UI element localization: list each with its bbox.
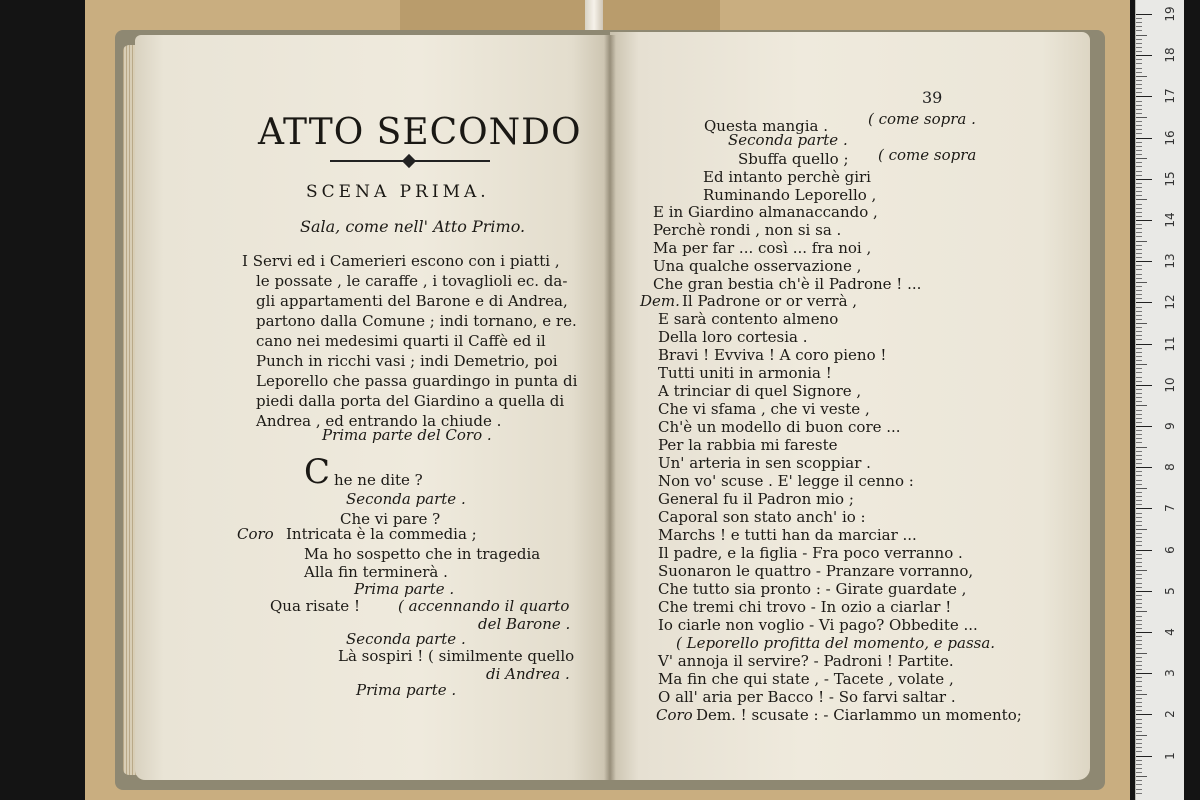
ruler-tick xyxy=(1136,171,1142,172)
ruler-tick xyxy=(1136,447,1147,448)
ruler-tick xyxy=(1136,35,1147,36)
ruler-tick xyxy=(1136,47,1142,48)
ruler-tick xyxy=(1136,751,1142,752)
ruler-tick xyxy=(1136,14,1152,15)
ruler-tick xyxy=(1136,381,1142,382)
verse-line: Ma per far ... così ... fra noi , xyxy=(653,239,872,257)
verse-line: Per la rabbia mi fareste xyxy=(658,436,838,454)
ruler-tick xyxy=(1136,294,1142,295)
verse-line: E in Giardino almanaccando , xyxy=(653,203,878,221)
ruler-tick xyxy=(1136,673,1152,674)
ruler-tick xyxy=(1136,414,1142,415)
ruler-tick xyxy=(1136,480,1142,481)
ruler-tick xyxy=(1136,212,1142,213)
ruler-tick xyxy=(1136,661,1142,662)
ruler-tick xyxy=(1136,459,1142,460)
verse-line: Qua risate ! xyxy=(270,597,360,615)
drop-capital: C xyxy=(304,452,331,492)
ruler-tick xyxy=(1136,236,1142,237)
ruler-tick xyxy=(1136,191,1142,192)
verse-line: Io ciarle non voglio - Vi pago? Obbedite ... xyxy=(658,616,978,634)
ruler-tick xyxy=(1136,220,1152,221)
ruler-tick xyxy=(1136,368,1142,369)
ruler-tick xyxy=(1136,154,1142,155)
verse-line: Ruminando Leporello , xyxy=(703,186,877,204)
ruler-tick xyxy=(1136,129,1142,130)
ruler-tick xyxy=(1136,76,1147,77)
verse-line: Che tutto sia pronto : - Girate guardate , xyxy=(658,580,967,598)
ruler-tick xyxy=(1136,68,1142,69)
ruler-tick xyxy=(1136,405,1147,406)
ruler-tick xyxy=(1136,657,1142,658)
ruler-tick xyxy=(1136,344,1152,345)
verse-line: Caporal son stato anch' io : xyxy=(658,508,866,526)
ruler-number: 17 xyxy=(1163,88,1177,105)
ruler-tick xyxy=(1136,768,1142,769)
book-gutter xyxy=(604,35,616,780)
ruler-tick xyxy=(1136,422,1142,423)
ruler-tick xyxy=(1136,764,1142,765)
ruler-tick xyxy=(1136,628,1142,629)
ruler-tick xyxy=(1136,451,1142,452)
ruler-tick xyxy=(1136,611,1147,612)
ruler-tick xyxy=(1136,793,1142,794)
ruler-tick xyxy=(1136,624,1142,625)
ruler-tick xyxy=(1136,311,1142,312)
ruler-tick xyxy=(1136,125,1142,126)
ruler-tick xyxy=(1136,471,1142,472)
ruler-tick xyxy=(1136,232,1142,233)
ruler-tick xyxy=(1136,541,1142,542)
verse-line: Che gran bestia ch'è il Padrone ! ... xyxy=(653,275,922,293)
ruler-tick xyxy=(1136,731,1142,732)
ruler-tick xyxy=(1136,694,1147,695)
verse-line: Intricata è la commedia ; xyxy=(286,525,477,543)
ruler-tick xyxy=(1136,372,1142,373)
ruler-number: 5 xyxy=(1163,586,1177,595)
ruler-tick xyxy=(1136,496,1142,497)
ruler-tick xyxy=(1136,59,1142,60)
speaker-heading: Prima parte . xyxy=(354,580,455,598)
speaker-label: Coro xyxy=(237,525,274,543)
ruler-tick xyxy=(1136,199,1147,200)
ruler-tick xyxy=(1136,410,1142,411)
ruler-tick xyxy=(1136,756,1152,757)
ruler-tick xyxy=(1136,504,1142,505)
ruler-tick xyxy=(1136,55,1152,56)
ruler-tick xyxy=(1136,702,1142,703)
ruler-number: 2 xyxy=(1163,710,1177,719)
verse-line: General fu il Padron mio ; xyxy=(658,490,854,508)
ruler-tick xyxy=(1136,282,1147,283)
ruler-tick xyxy=(1136,574,1142,575)
ruler-tick xyxy=(1136,162,1142,163)
ruler-tick xyxy=(1136,533,1142,534)
ruler-tick xyxy=(1136,105,1142,106)
ruler-tick xyxy=(1136,558,1142,559)
ruler-tick xyxy=(1136,570,1147,571)
ruler-tick xyxy=(1136,554,1142,555)
ruler-tick xyxy=(1136,513,1142,514)
ruler-tick xyxy=(1136,352,1142,353)
verse-line: E sarà contento almeno xyxy=(658,310,839,328)
ruler-tick xyxy=(1136,426,1152,427)
ruler-tick xyxy=(1136,121,1142,122)
stage-direction-inline: di Andrea . xyxy=(486,665,570,683)
ruler-tick xyxy=(1136,620,1142,621)
ruler-tick xyxy=(1136,690,1142,691)
ruler-tick xyxy=(1136,307,1142,308)
ruler-tick xyxy=(1136,595,1142,596)
ruler-number: 16 xyxy=(1163,129,1177,146)
ruler-tick xyxy=(1136,747,1142,748)
ruler-tick xyxy=(1136,550,1152,551)
ruler-tick xyxy=(1136,175,1142,176)
ruler-tick xyxy=(1136,269,1142,270)
ruler-tick xyxy=(1136,241,1147,242)
ruler-tick xyxy=(1136,22,1142,23)
stage-direction-line: I Servi ed i Camerieri escono con i piatti , xyxy=(242,252,560,270)
speaker-heading: Seconda parte . xyxy=(346,490,466,508)
ruler-tick xyxy=(1136,607,1142,608)
verse-line: Sbuffa quello ; xyxy=(738,150,849,168)
measuring-ruler xyxy=(1135,0,1184,800)
ruler-tick xyxy=(1136,723,1142,724)
ruler-tick xyxy=(1136,166,1142,167)
stage-direction-inline: del Barone . xyxy=(478,615,571,633)
ruler-tick xyxy=(1136,92,1142,93)
verse-line: Della loro cortesia . xyxy=(658,328,808,346)
ruler-tick xyxy=(1136,780,1142,781)
ruler-tick xyxy=(1136,492,1142,493)
ruler-tick xyxy=(1136,616,1142,617)
ruler-tick xyxy=(1136,698,1142,699)
ruler-tick xyxy=(1136,327,1142,328)
ruler-tick xyxy=(1136,117,1147,118)
ruler-tick xyxy=(1136,653,1147,654)
stage-direction-line: Andrea , ed entrando la chiude . xyxy=(256,412,502,430)
ruler-tick xyxy=(1136,179,1152,180)
ruler-tick xyxy=(1136,714,1152,715)
ruler-tick xyxy=(1136,298,1142,299)
speaker-label: Dem. xyxy=(640,292,680,310)
ruler-tick xyxy=(1136,776,1147,777)
ruler-tick xyxy=(1136,315,1142,316)
ruler-tick xyxy=(1136,113,1142,114)
ruler-tick xyxy=(1136,265,1142,266)
ruler-tick xyxy=(1136,517,1142,518)
ruler-tick xyxy=(1136,187,1142,188)
ruler-tick xyxy=(1136,96,1152,97)
ruler-tick xyxy=(1136,434,1142,435)
ruler-tick xyxy=(1136,463,1142,464)
ruler-tick xyxy=(1136,706,1142,707)
speaker-heading: Prima parte . xyxy=(356,681,457,699)
ruler-tick xyxy=(1136,521,1142,522)
ruler-tick xyxy=(1136,158,1147,159)
ruler-tick xyxy=(1136,599,1142,600)
verse-line: Non vo' scuse . E' legge il cenno : xyxy=(658,472,914,490)
ruler-tick xyxy=(1136,442,1142,443)
ruler-tick xyxy=(1136,195,1142,196)
ruler-tick xyxy=(1136,488,1147,489)
ruler-tick xyxy=(1136,389,1142,390)
stage-direction-line: partono dalla Comune ; indi tornano, e re. xyxy=(256,312,577,330)
ruler-tick xyxy=(1136,80,1142,81)
act-title: ATTO SECONDO xyxy=(258,112,582,153)
ruler-tick xyxy=(1136,562,1142,563)
ruler-tick xyxy=(1136,30,1142,31)
ruler-tick xyxy=(1136,331,1142,332)
ruler-tick xyxy=(1136,339,1142,340)
ruler-tick xyxy=(1136,735,1147,736)
stage-direction-line: le possate , le caraffe , i tovaglioli ec. da- xyxy=(256,272,568,290)
ruler-tick xyxy=(1136,101,1142,102)
ruler-number: 3 xyxy=(1163,669,1177,678)
ruler-tick xyxy=(1136,739,1142,740)
ruler-tick xyxy=(1136,484,1142,485)
ruler-tick xyxy=(1136,591,1152,592)
verse-line: Ed intanto perchè giri xyxy=(703,168,871,186)
verse-line: Il padre, e la figlia - Fra poco verranno . xyxy=(658,544,963,562)
ruler-tick xyxy=(1136,224,1142,225)
ruler-tick xyxy=(1136,377,1142,378)
ruler-number: 7 xyxy=(1163,504,1177,513)
ruler-number: 10 xyxy=(1163,377,1177,393)
ruler-tick xyxy=(1136,257,1142,258)
ruler-number: 14 xyxy=(1163,212,1177,228)
ruler-tick xyxy=(1136,88,1142,89)
ruler-tick xyxy=(1136,216,1142,217)
ruler-number: 9 xyxy=(1163,422,1177,430)
stage-direction-line: gli appartamenti del Barone e di Andrea, xyxy=(256,292,568,310)
ruler-tick xyxy=(1136,208,1142,209)
verse-line: Che vi sfama , che vi veste , xyxy=(658,400,870,418)
speaker-label: Coro xyxy=(656,706,693,724)
verse-line: Un' arteria in sen scoppiar . xyxy=(658,454,871,472)
verse-line: he ne dite ? xyxy=(334,471,423,489)
ruler-tick xyxy=(1136,348,1142,349)
verse-line: Bravi ! Evviva ! A coro pieno ! xyxy=(658,346,887,364)
ruler-tick xyxy=(1136,39,1142,40)
ruler-tick xyxy=(1136,636,1142,637)
verse-line: V' annoja il servire? - Padroni ! Partite. xyxy=(658,652,954,670)
ruler-tick xyxy=(1136,677,1142,678)
ruler-number: 12 xyxy=(1163,294,1177,311)
ruler-tick xyxy=(1136,743,1142,744)
verse-line: O all' aria per Bacco ! - So farvi saltar . xyxy=(658,688,956,706)
ruler-tick xyxy=(1136,290,1142,291)
stage-direction-inline: ( come sopra . xyxy=(868,110,976,128)
ruler-tick xyxy=(1136,772,1142,773)
verse-line: Questa mangia . xyxy=(704,117,828,135)
ruler-tick xyxy=(1136,72,1142,73)
stage-direction-line: Punch in ricchi vasi ; indi Demetrio, poi xyxy=(256,352,558,370)
verse-line: Ch'è un modello di buon core ... xyxy=(658,418,901,436)
ruler-number: 19 xyxy=(1163,6,1177,22)
ruler-tick xyxy=(1136,760,1142,761)
ruler-tick xyxy=(1136,587,1142,588)
ruler-tick xyxy=(1136,789,1142,790)
ruler-tick xyxy=(1136,438,1142,439)
ruler-tick xyxy=(1136,109,1142,110)
ruler-tick xyxy=(1136,525,1142,526)
ruler-tick xyxy=(1136,319,1142,320)
ruler-tick xyxy=(1136,401,1142,402)
ruler-tick xyxy=(1136,63,1142,64)
stage-direction-inline: ( accennando il quarto xyxy=(398,597,570,615)
stage-direction-line: piedi dalla porta del Giardino a quella di xyxy=(256,392,565,410)
ruler-tick xyxy=(1136,278,1142,279)
ruler-tick xyxy=(1136,133,1142,134)
ruler-number: 6 xyxy=(1163,545,1177,554)
ruler-tick xyxy=(1136,245,1142,246)
verse-line: Dem. ! scusate : - Ciarlammo un momento; xyxy=(696,706,1022,724)
chorus-heading: Prima parte del Coro . xyxy=(322,426,492,444)
ruler-tick xyxy=(1136,430,1142,431)
ruler-tick xyxy=(1136,138,1152,139)
ruler-tick xyxy=(1136,249,1142,250)
ruler-tick xyxy=(1136,640,1142,641)
speaker-heading: Seconda parte . xyxy=(728,131,848,149)
ruler-number: 13 xyxy=(1163,253,1177,269)
ruler-tick xyxy=(1136,719,1142,720)
ruler-number: 15 xyxy=(1163,171,1177,187)
ruler-tick xyxy=(1136,397,1142,398)
ruler-tick xyxy=(1136,228,1142,229)
ruler-tick xyxy=(1136,393,1142,394)
verse-line: Che vi pare ? xyxy=(340,510,441,528)
ruler-tick xyxy=(1136,84,1142,85)
verse-line: Alla fin terminerà . xyxy=(304,563,448,581)
ruler-number: 11 xyxy=(1163,335,1177,352)
ruler-tick xyxy=(1136,356,1142,357)
ruler-tick xyxy=(1136,644,1142,645)
verse-line: Una qualche osservazione , xyxy=(653,257,862,275)
verse-line: Là sospiri ! ( similmente quello xyxy=(338,647,575,665)
verse-line: Suonaron le quattro - Pranzare vorranno, xyxy=(658,562,974,580)
verse-line: Ma fin che qui state , - Tacete , volate , xyxy=(658,670,954,688)
ruler-tick xyxy=(1136,204,1142,205)
ruler-tick xyxy=(1136,508,1152,509)
ruler-tick xyxy=(1136,253,1142,254)
ruler-tick xyxy=(1136,500,1142,501)
verse-line: Perchè rondi , non si sa . xyxy=(653,221,842,239)
ruler-number: 4 xyxy=(1163,628,1177,636)
ruler-tick xyxy=(1136,537,1142,538)
ruler-tick xyxy=(1136,302,1152,303)
ruler-tick xyxy=(1136,142,1142,143)
ruler-tick xyxy=(1136,455,1142,456)
verse-line: Il Padrone or or verrà , xyxy=(682,292,858,310)
ruler-tick xyxy=(1136,632,1152,633)
ruler-tick xyxy=(1136,583,1142,584)
ruler-tick xyxy=(1136,26,1142,27)
ruler-tick xyxy=(1136,603,1142,604)
verse-line: Marchs ! e tutti han da marciar ... xyxy=(658,526,917,544)
ruler-tick xyxy=(1136,183,1142,184)
stage-direction-inline: ( come sopra xyxy=(878,146,977,164)
ruler-number: 1 xyxy=(1163,751,1177,760)
ruler-tick xyxy=(1136,146,1142,147)
ruler-tick xyxy=(1136,566,1142,567)
ruler-tick xyxy=(1136,727,1142,728)
ruler-tick xyxy=(1136,475,1142,476)
ruler-tick xyxy=(1136,385,1152,386)
ruler-tick xyxy=(1136,18,1142,19)
ruler-tick xyxy=(1136,648,1142,649)
verse-line: A trinciar di quel Signore , xyxy=(658,382,862,400)
verse-line: Ma ho sospetto che in tragedia xyxy=(304,545,541,563)
page-number: 39 xyxy=(922,88,943,107)
speaker-heading: Seconda parte . xyxy=(346,630,466,648)
ruler-tick xyxy=(1136,686,1142,687)
ruler-tick xyxy=(1136,274,1142,275)
ruler-number: 8 xyxy=(1163,463,1177,472)
ruler-tick xyxy=(1136,51,1142,52)
ruler-tick xyxy=(1136,467,1152,468)
verse-line: Tutti uniti in armonia ! xyxy=(658,364,832,382)
ruler-tick xyxy=(1136,150,1142,151)
stage-direction-inline: ( Leporello profitta del momento, e passa. xyxy=(676,634,996,652)
scene-heading: SCENA PRIMA. xyxy=(306,182,490,202)
stage-direction-line: cano nei medesimi quarti il Caffè ed il xyxy=(256,332,546,350)
verse-line: Che tremi chi trovo - In ozio a ciarlar ! xyxy=(658,598,952,616)
ruler-tick xyxy=(1136,261,1152,262)
ruler-number: 18 xyxy=(1163,47,1177,63)
ruler-tick xyxy=(1136,669,1142,670)
ruler-tick xyxy=(1136,529,1147,530)
ruler-tick xyxy=(1136,364,1147,365)
ruler-tick xyxy=(1136,681,1142,682)
ruler-tick xyxy=(1136,784,1142,785)
ruler-tick xyxy=(1136,360,1142,361)
scene-setting: Sala, come nell' Atto Primo. xyxy=(300,217,526,236)
ruler-tick xyxy=(1136,545,1142,546)
ruler-tick xyxy=(1136,286,1142,287)
ruler-tick xyxy=(1136,710,1142,711)
ruler-tick xyxy=(1136,418,1142,419)
ruler-tick xyxy=(1136,335,1142,336)
ruler-tick xyxy=(1136,43,1142,44)
ruler-tick xyxy=(1136,665,1142,666)
ruler-tick xyxy=(1136,323,1147,324)
stage-direction-line: Leporello che passa guardingo in punta di xyxy=(256,372,578,390)
ruler-tick xyxy=(1136,578,1142,579)
